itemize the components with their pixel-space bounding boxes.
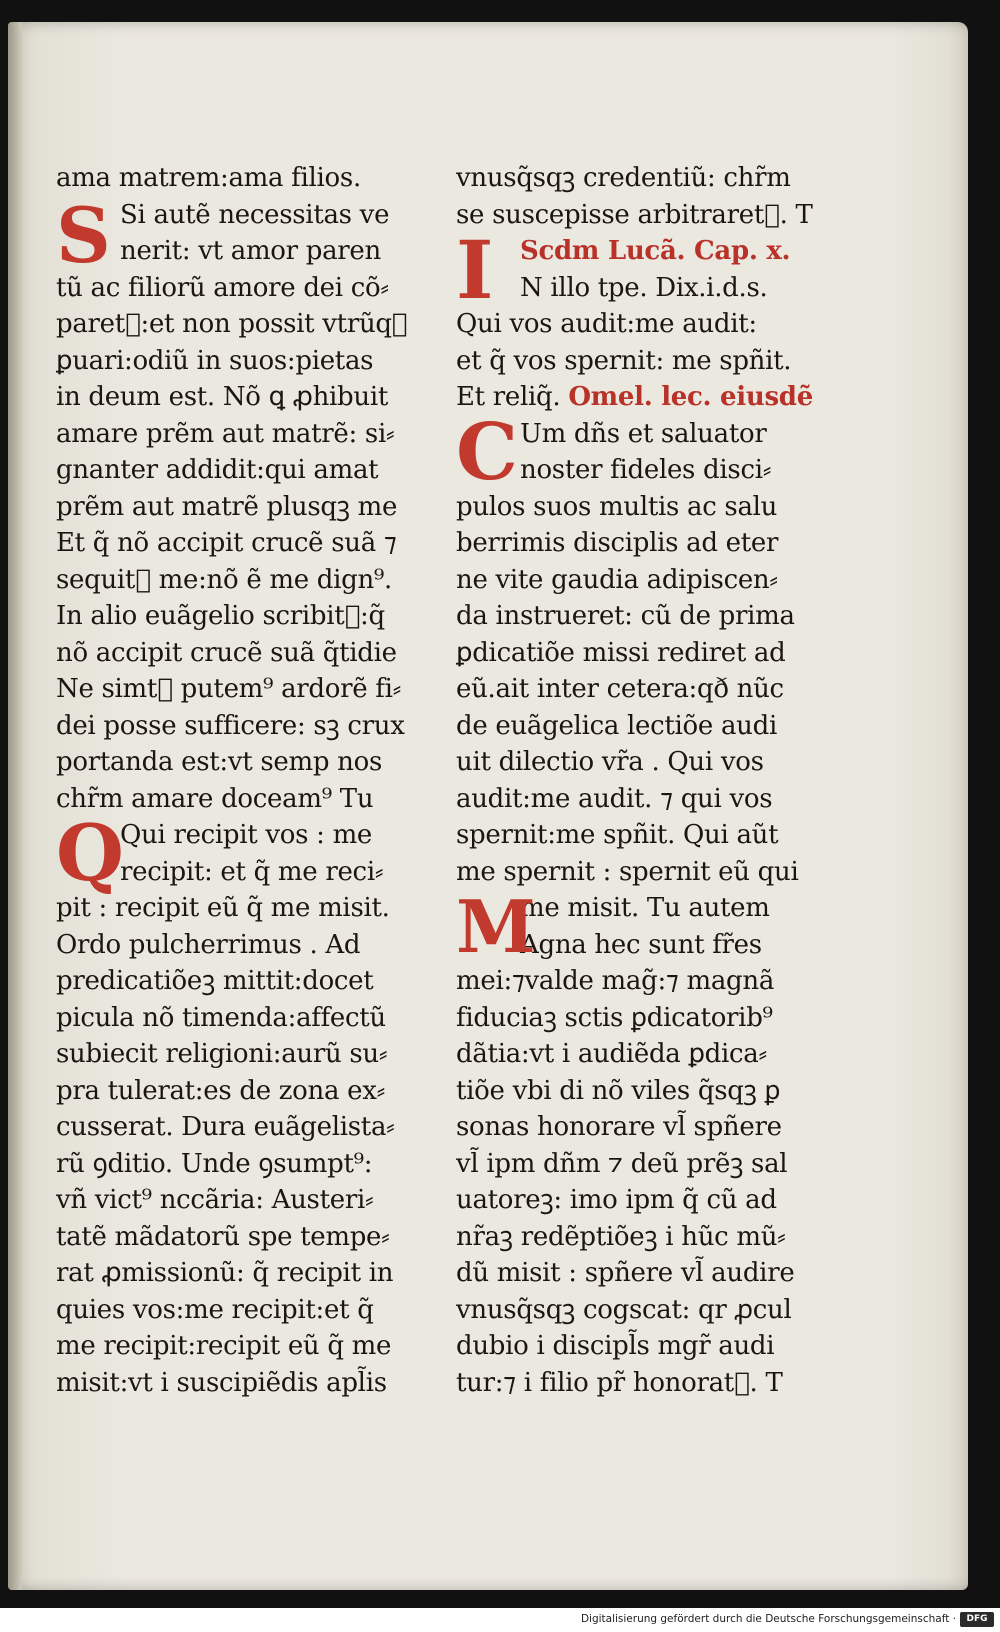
text-line: In alio euãgelio scribitᷣ:q̃ xyxy=(56,601,385,631)
text-line: dubio i discipl̃s mgr̃ audi xyxy=(456,1331,775,1361)
text-line: pulos suos multis ac salu xyxy=(456,491,778,522)
text-line: Qui vos audit:me audit: xyxy=(456,309,757,339)
text-line: predicatiõeꝫ mittit:docet xyxy=(56,966,374,996)
text-line: nõ accipit crucẽ suã q̃tidie xyxy=(56,637,397,668)
text-line: tiõe vbi di nõ viles q̃sqꝫ ꝑ xyxy=(456,1075,781,1106)
initial-block-m xyxy=(456,884,861,969)
text-line: misit:vt i suscipiẽdis apl̃is xyxy=(56,1367,387,1398)
red-initial-i: I xyxy=(456,223,494,317)
text-line: Qui recipit vos : me xyxy=(120,820,373,850)
digitization-footer xyxy=(0,1608,1000,1632)
text-line: tur:⁊ i filio pr̃ honoratᷣ. T xyxy=(456,1367,783,1398)
page-binding-edge xyxy=(8,22,22,1590)
footer-credit-text: Digitalisierung gefördert durch die Deutsche Forschungsgemeinschaft · xyxy=(580,1613,956,1625)
text-line: spernit:me spñit. Qui aũt xyxy=(456,820,779,850)
rubric-fragment: Omel. lec. eiusdẽ xyxy=(568,382,813,412)
text-line: ꝑdicatiõe missi rediret ad xyxy=(456,637,786,668)
text-line: mei:⁊valde mag̃:⁊ magnã xyxy=(456,966,775,996)
dfg-logo: DFG xyxy=(960,1612,994,1627)
text-line: in deum est. Nõ ꝗ ꝓhibuit xyxy=(56,382,389,412)
text-line: vnusq̃sqꝫ credentiũ: chr̃m xyxy=(456,163,791,193)
text-line: N illo tpe. Dix.i.d.s. xyxy=(520,272,768,303)
text-line: dei posse sufficere: sꝫ crux xyxy=(56,710,405,741)
text-line: subiecit religioni:aurũ su⸗ xyxy=(56,1039,388,1069)
book-page xyxy=(8,22,968,1590)
text-line: quies vos:me recipit:et q̃ xyxy=(56,1294,374,1325)
text-fragment: Et reliq̃. xyxy=(456,382,569,412)
text-line: sequitᷣ me:nõ ẽ me dign⁹. xyxy=(56,564,393,595)
text-line: uatoreꝫ: imo ipm q̃ cũ ad xyxy=(456,1185,777,1215)
text-line: ama matrem:ama filios. xyxy=(56,163,361,193)
text-line: tũ ac filiorũ amore dei cõ⸗ xyxy=(56,272,389,303)
red-initial-c: C xyxy=(456,406,519,498)
initial-block-s xyxy=(56,190,441,280)
initial-block-q xyxy=(56,808,441,899)
text-line: dãtia:vt i audiẽda ꝑdica⸗ xyxy=(456,1039,767,1069)
text-line: cusserat. Dura euãgelista⸗ xyxy=(56,1112,395,1142)
text-line: Ordo pulcherrimus . Ad xyxy=(56,929,361,960)
text-line: rũ ꝯditio. Unde ꝯsumpt⁹: xyxy=(56,1148,373,1179)
text-line: amare prẽm aut matrẽ: si⸗ xyxy=(56,418,395,449)
red-initial-m: M xyxy=(456,884,536,969)
text-line: dũ misit : spñere vl̃ audire xyxy=(456,1258,795,1288)
text-line: uit dilectio vr̃a . Qui vos xyxy=(456,747,764,777)
text-line: pit : recipit eũ q̃ me misit. xyxy=(56,893,390,923)
text-line: prẽm aut matrẽ plusqꝫ me xyxy=(56,491,398,522)
text-line: nerit: vt amor paren xyxy=(120,236,381,266)
red-initial-q: Q xyxy=(56,808,124,899)
text-line: portanda est:vt semp nos xyxy=(56,747,383,777)
text-line: se suscepisse arbitraretᷣ. T xyxy=(456,199,813,230)
text-line: berrimis disciplis ad eter xyxy=(456,528,779,558)
text-line: vl̃ ipm dñm ⁊ deũ prẽꝫ sal xyxy=(456,1148,788,1179)
initial-block-i xyxy=(456,223,861,317)
text-line: paretᷣ:et non possit vtrũqꝫ xyxy=(56,309,408,339)
text-line: ꝑuari:odiũ in suos:pietas xyxy=(56,345,374,376)
text-line: me spernit : spernit eũ qui xyxy=(456,856,799,887)
text-line: eũ.ait inter cetera:qð nũc xyxy=(456,674,784,704)
text-line: chr̃m amare doceam⁹ Tu xyxy=(56,783,374,814)
right-column xyxy=(456,160,861,1401)
text-line: da instrueret: cũ de prima xyxy=(456,601,795,631)
text-line: rat ꝓmissionũ: q̃ recipit in xyxy=(56,1258,394,1288)
text-line: Agna hec sunt fr̃es xyxy=(520,929,762,960)
rubric-heading: Scdm Lucã. Cap. x. xyxy=(520,236,791,266)
text-line: pra tulerat:es de zona ex⸗ xyxy=(56,1075,385,1106)
text-line: me misit. Tu autem xyxy=(520,893,770,923)
text-line: tatẽ mãdatorũ spe tempe⸗ xyxy=(56,1221,390,1252)
text-line: audit:me audit. ⁊ qui vos xyxy=(456,783,773,814)
text-line: noster fideles disci⸗ xyxy=(520,455,772,485)
text-line: Et q̃ nõ accipit crucẽ suã ⁊ xyxy=(56,528,397,558)
text-line: Um dñs et saluator xyxy=(520,418,767,449)
text-line: recipit: et q̃ me reci⸗ xyxy=(120,856,384,887)
initial-block-c xyxy=(456,406,861,498)
text-line: ne vite gaudia adipiscen⸗ xyxy=(456,564,778,595)
red-initial-s: S xyxy=(56,190,111,280)
text-line: de euãgelica lectiõe audi xyxy=(456,710,777,741)
text-line: et q̃ vos spernit: me spñit. xyxy=(456,345,792,376)
text-line: sonas honorare vl̃ spñere xyxy=(456,1112,782,1142)
text-line: vnusq̃sqꝫ cogscat: qr ꝓcul xyxy=(456,1294,792,1325)
text-line: Si autẽ necessitas ve xyxy=(120,199,390,230)
text-line: fiduciaꝫ sctis ꝑdicatorib⁹ xyxy=(456,1002,773,1033)
text-line: Ne simtᷣ putem⁹ ardorẽ fi⸗ xyxy=(56,674,401,704)
text-line: picula nõ timenda:affectũ xyxy=(56,1002,386,1033)
text-line: me recipit:recipit eũ q̃ me xyxy=(56,1331,392,1361)
text-line: gnanter addidit:qui amat xyxy=(56,455,379,485)
text-line: vñ vict⁹ nccãria: Austeri⸗ xyxy=(56,1185,374,1215)
text-line: nr̃aꝫ redẽptiõeꝫ i hũc mũ⸗ xyxy=(456,1221,786,1252)
left-column xyxy=(56,160,441,1401)
